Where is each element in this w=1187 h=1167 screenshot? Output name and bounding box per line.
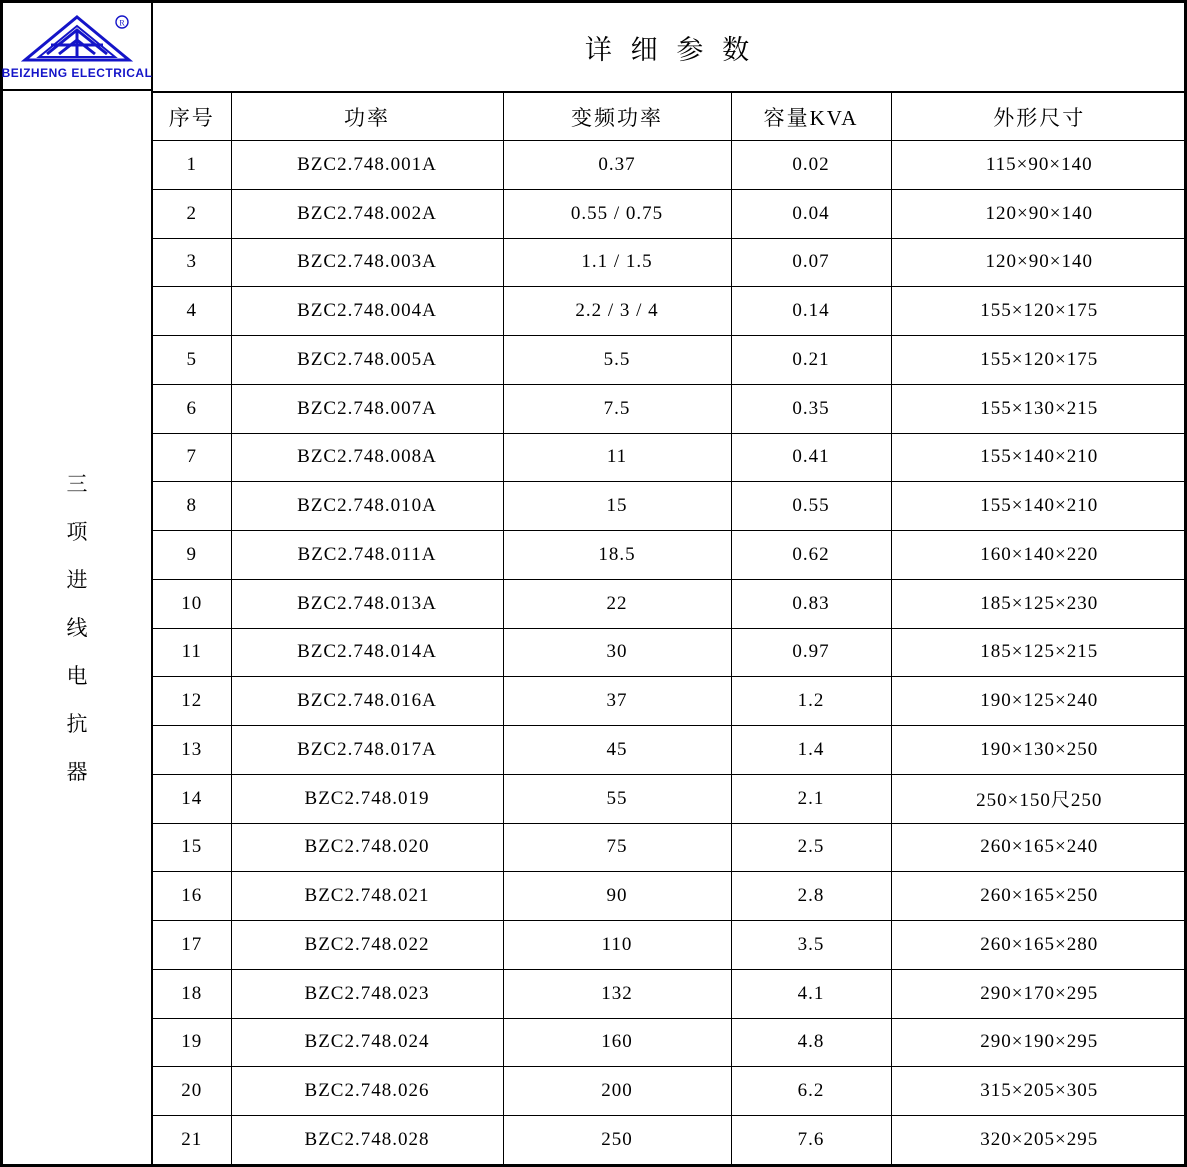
cell-inverter-power: 55 — [503, 774, 731, 823]
cell-index: 6 — [153, 384, 231, 433]
cell-power: BZC2.748.004A — [231, 287, 503, 336]
cell-capacity: 2.5 — [731, 823, 891, 872]
cell-inverter-power: 200 — [503, 1067, 731, 1116]
column-header-index: 序号 — [153, 93, 231, 141]
cell-index: 5 — [153, 336, 231, 385]
cell-index: 7 — [153, 433, 231, 482]
table-row — [153, 969, 1187, 1018]
vertical-label-char-1: 项 — [66, 519, 88, 544]
cell-capacity: 1.4 — [731, 726, 891, 775]
cell-dimensions: 260×165×280 — [891, 921, 1187, 970]
table-row — [153, 921, 1187, 970]
cell-index: 13 — [153, 726, 231, 775]
cell-power: BZC2.748.028 — [231, 1116, 503, 1165]
table-row — [153, 482, 1187, 531]
vertical-label-char-4: 电 — [66, 663, 88, 688]
table-row — [153, 433, 1187, 482]
cell-inverter-power: 110 — [503, 921, 731, 970]
left-label-column — [3, 3, 153, 1164]
column-header-power: 功率 — [231, 93, 503, 141]
cell-power: BZC2.748.022 — [231, 921, 503, 970]
cell-dimensions: 185×125×215 — [891, 628, 1187, 677]
cell-power: BZC2.748.014A — [231, 628, 503, 677]
cell-dimensions: 260×165×250 — [891, 872, 1187, 921]
cell-index: 11 — [153, 628, 231, 677]
table-row — [153, 1018, 1187, 1067]
logo-mark-icon — [17, 14, 137, 66]
cell-power: BZC2.748.021 — [231, 872, 503, 921]
cell-dimensions: 120×90×140 — [891, 189, 1187, 238]
cell-index: 16 — [153, 872, 231, 921]
cell-capacity: 0.02 — [731, 141, 891, 190]
cell-capacity: 0.55 — [731, 482, 891, 531]
table-header-row — [153, 93, 1187, 141]
cell-inverter-power: 37 — [503, 677, 731, 726]
cell-dimensions: 155×140×210 — [891, 482, 1187, 531]
cell-capacity: 0.35 — [731, 384, 891, 433]
parameters-table — [153, 93, 1187, 1164]
cell-inverter-power: 15 — [503, 482, 731, 531]
cell-inverter-power: 7.5 — [503, 384, 731, 433]
column-header-capacity-kva: 容量KVA — [731, 93, 891, 141]
cell-power: BZC2.748.001A — [231, 141, 503, 190]
table-row — [153, 238, 1187, 287]
cell-inverter-power: 5.5 — [503, 336, 731, 385]
cell-dimensions: 115×90×140 — [891, 141, 1187, 190]
cell-inverter-power: 22 — [503, 579, 731, 628]
cell-power: BZC2.748.005A — [231, 336, 503, 385]
column-header-inverter-power: 变频功率 — [503, 93, 731, 141]
vertical-label-char-0: 三 — [66, 471, 88, 496]
cell-inverter-power: 2.2 / 3 / 4 — [503, 287, 731, 336]
cell-capacity: 4.8 — [731, 1018, 891, 1067]
cell-dimensions: 155×120×175 — [891, 287, 1187, 336]
cell-capacity: 0.21 — [731, 336, 891, 385]
table-row — [153, 531, 1187, 580]
cell-dimensions: 290×170×295 — [891, 969, 1187, 1018]
cell-capacity: 1.2 — [731, 677, 891, 726]
logo-brand-text: BEIZHENG ELECTRICAL — [1, 66, 153, 80]
table-row — [153, 628, 1187, 677]
company-logo — [3, 3, 151, 91]
cell-power: BZC2.748.019 — [231, 774, 503, 823]
column-header-dimensions: 外形尺寸 — [891, 93, 1187, 141]
cell-dimensions: 290×190×295 — [891, 1018, 1187, 1067]
cell-capacity: 0.07 — [731, 238, 891, 287]
cell-index: 20 — [153, 1067, 231, 1116]
cell-index: 9 — [153, 531, 231, 580]
cell-dimensions: 250×150尺250 — [891, 774, 1187, 823]
vertical-label-char-5: 抗 — [66, 711, 88, 736]
cell-dimensions: 185×125×230 — [891, 579, 1187, 628]
cell-dimensions: 260×165×240 — [891, 823, 1187, 872]
cell-index: 8 — [153, 482, 231, 531]
cell-index: 17 — [153, 921, 231, 970]
cell-inverter-power: 90 — [503, 872, 731, 921]
vertical-label-char-3: 线 — [66, 615, 88, 640]
cell-power: BZC2.748.008A — [231, 433, 503, 482]
cell-inverter-power: 1.1 / 1.5 — [503, 238, 731, 287]
cell-dimensions: 160×140×220 — [891, 531, 1187, 580]
cell-index: 4 — [153, 287, 231, 336]
cell-inverter-power: 132 — [503, 969, 731, 1018]
cell-power: BZC2.748.013A — [231, 579, 503, 628]
vertical-label-char-2: 进 — [66, 567, 88, 592]
cell-inverter-power: 11 — [503, 433, 731, 482]
cell-capacity: 4.1 — [731, 969, 891, 1018]
cell-capacity: 0.97 — [731, 628, 891, 677]
cell-inverter-power: 30 — [503, 628, 731, 677]
cell-inverter-power: 45 — [503, 726, 731, 775]
table-row — [153, 1116, 1187, 1165]
cell-index: 2 — [153, 189, 231, 238]
cell-index: 12 — [153, 677, 231, 726]
cell-dimensions: 315×205×305 — [891, 1067, 1187, 1116]
table-row — [153, 726, 1187, 775]
cell-capacity: 6.2 — [731, 1067, 891, 1116]
cell-dimensions: 190×130×250 — [891, 726, 1187, 775]
vertical-product-label — [67, 91, 88, 1164]
cell-capacity: 2.8 — [731, 872, 891, 921]
cell-inverter-power: 0.37 — [503, 141, 731, 190]
cell-dimensions: 190×125×240 — [891, 677, 1187, 726]
cell-power: BZC2.748.026 — [231, 1067, 503, 1116]
cell-inverter-power: 18.5 — [503, 531, 731, 580]
table-row — [153, 287, 1187, 336]
cell-capacity: 0.83 — [731, 579, 891, 628]
cell-dimensions: 155×120×175 — [891, 336, 1187, 385]
cell-dimensions: 120×90×140 — [891, 238, 1187, 287]
cell-dimensions: 155×130×215 — [891, 384, 1187, 433]
cell-power: BZC2.748.002A — [231, 189, 503, 238]
cell-index: 10 — [153, 579, 231, 628]
table-row — [153, 141, 1187, 190]
table-row — [153, 189, 1187, 238]
cell-capacity: 7.6 — [731, 1116, 891, 1165]
cell-power: BZC2.748.003A — [231, 238, 503, 287]
cell-inverter-power: 160 — [503, 1018, 731, 1067]
vertical-label-char-6: 器 — [66, 759, 88, 784]
cell-power: BZC2.748.007A — [231, 384, 503, 433]
cell-capacity: 0.04 — [731, 189, 891, 238]
cell-power: BZC2.748.010A — [231, 482, 503, 531]
cell-index: 14 — [153, 774, 231, 823]
cell-index: 19 — [153, 1018, 231, 1067]
table-body — [153, 141, 1187, 1165]
cell-power: BZC2.748.023 — [231, 969, 503, 1018]
cell-power: BZC2.748.024 — [231, 1018, 503, 1067]
table-row — [153, 823, 1187, 872]
page-title: 详 细 参 数 — [153, 3, 1187, 93]
cell-capacity: 0.14 — [731, 287, 891, 336]
table-row — [153, 774, 1187, 823]
table-row — [153, 872, 1187, 921]
cell-capacity: 2.1 — [731, 774, 891, 823]
cell-power: BZC2.748.017A — [231, 726, 503, 775]
cell-power: BZC2.748.011A — [231, 531, 503, 580]
table-row — [153, 384, 1187, 433]
table-row — [153, 1067, 1187, 1116]
cell-index: 3 — [153, 238, 231, 287]
table-row — [153, 336, 1187, 385]
cell-index: 1 — [153, 141, 231, 190]
cell-power: BZC2.748.016A — [231, 677, 503, 726]
table-row — [153, 579, 1187, 628]
cell-index: 15 — [153, 823, 231, 872]
cell-inverter-power: 75 — [503, 823, 731, 872]
svg-text:R: R — [119, 18, 125, 28]
cell-capacity: 0.41 — [731, 433, 891, 482]
cell-capacity: 0.62 — [731, 531, 891, 580]
cell-index: 18 — [153, 969, 231, 1018]
table-row — [153, 677, 1187, 726]
cell-dimensions: 320×205×295 — [891, 1116, 1187, 1165]
cell-inverter-power: 0.55 / 0.75 — [503, 189, 731, 238]
content-column — [153, 3, 1187, 1164]
cell-capacity: 3.5 — [731, 921, 891, 970]
cell-power: BZC2.748.020 — [231, 823, 503, 872]
cell-index: 21 — [153, 1116, 231, 1165]
cell-inverter-power: 250 — [503, 1116, 731, 1165]
cell-dimensions: 155×140×210 — [891, 433, 1187, 482]
